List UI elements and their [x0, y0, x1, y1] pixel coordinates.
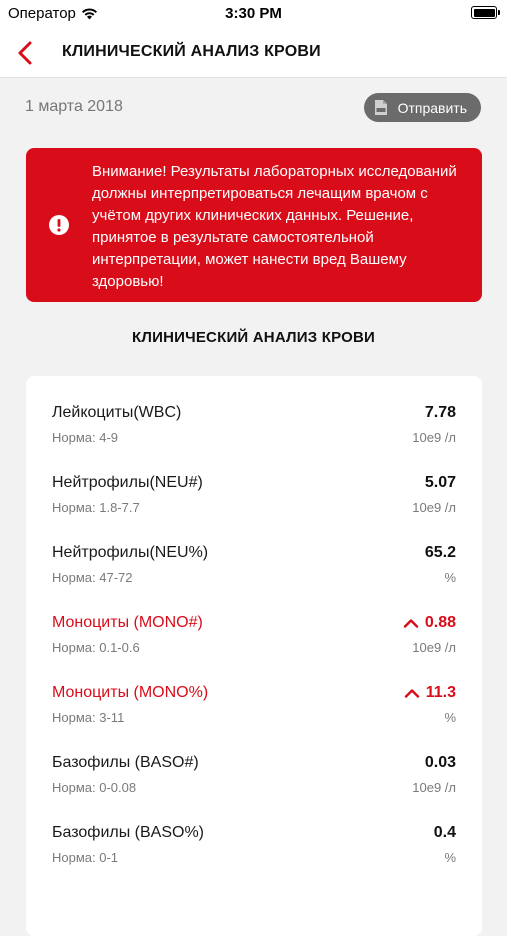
result-unit: 10е9 /л	[412, 780, 456, 795]
result-name: Базофилы (BASO#)	[52, 754, 199, 771]
result-value-text: 11.3	[425, 684, 456, 701]
status-time: 3:30 PM	[225, 5, 282, 22]
result-unit: %	[444, 710, 456, 725]
result-norm: Норма: 3-11	[52, 710, 125, 725]
chevron-up-icon	[403, 618, 419, 628]
result-name: Лейкоциты(WBC)	[52, 404, 182, 421]
result-value-text: 0.03	[424, 754, 456, 771]
result-unit: 10е9 /л	[412, 500, 456, 515]
result-name: Нейтрофилы(NEU%)	[52, 544, 209, 561]
navigation-bar	[0, 30, 507, 78]
result-name: Моноциты (MONO%)	[52, 684, 209, 701]
section-title: КЛИНИЧЕСКИЙ АНАЛИЗ КРОВИ	[132, 329, 375, 346]
result-norm: Норма: 0-1	[52, 850, 119, 865]
result-value-text: 0.88	[424, 614, 456, 631]
result-norm: Норма: 0.1-0.6	[52, 640, 140, 655]
result-name: Базофилы (BASO%)	[52, 824, 204, 841]
result-unit: %	[444, 570, 456, 585]
result-value	[425, 544, 456, 562]
result-value	[404, 684, 456, 702]
result-value	[403, 614, 456, 632]
result-unit: 10е9 /л	[412, 640, 456, 655]
result-value-text: 0.4	[433, 824, 456, 841]
result-norm: Норма: 1.8-7.7	[52, 500, 140, 515]
result-value	[425, 474, 456, 492]
result-row-wbc[interactable]	[26, 376, 482, 446]
send-button[interactable]	[364, 93, 481, 122]
chevron-left-icon	[12, 38, 42, 68]
result-row-mono-pct[interactable]	[26, 656, 482, 726]
analysis-date: 1 марта 2018	[25, 98, 123, 115]
chevron-up-icon	[404, 688, 420, 698]
result-norm: Норма: 0-0.08	[52, 780, 137, 795]
result-name: Нейтрофилы(NEU#)	[52, 474, 203, 491]
result-unit: %	[444, 850, 456, 865]
page-title: КЛИНИЧЕСКИЙ АНАЛИЗ КРОВИ	[62, 43, 321, 60]
exclamation-circle-icon	[48, 214, 70, 236]
result-norm: Норма: 47-72	[52, 570, 133, 585]
result-value	[425, 404, 456, 422]
result-value-text: 5.07	[424, 474, 456, 491]
back-button[interactable]	[12, 38, 42, 68]
result-row-baso-abs[interactable]	[26, 726, 482, 796]
result-name: Моноциты (MONO#)	[52, 614, 203, 631]
status-bar	[0, 0, 507, 30]
send-button-label: Отправить	[397, 99, 467, 116]
result-value-text: 7.78	[424, 404, 456, 421]
result-row-neu-pct[interactable]	[26, 516, 482, 586]
pdf-file-icon	[374, 99, 388, 116]
result-value-text: 65.2	[424, 544, 456, 561]
carrier-name: Оператор	[8, 5, 76, 22]
result-value	[434, 824, 456, 842]
warning-text: Внимание! Результаты лабораторных исследований должны интерпретироваться лечащим врачом с учётом других клинических данных. Решение, принятое в результате самостоятельной интерпретации, может нанести вред Вашему здоровью!	[92, 163, 457, 290]
warning-banner	[26, 148, 482, 302]
result-value	[425, 754, 456, 772]
results-card	[26, 376, 482, 936]
date-row	[0, 78, 507, 136]
battery-icon	[471, 6, 497, 19]
result-row-baso-pct[interactable]	[26, 796, 482, 866]
result-row-neu-abs[interactable]	[26, 446, 482, 516]
result-row-mono-abs[interactable]	[26, 586, 482, 656]
result-unit: 10е9 /л	[412, 430, 456, 445]
result-norm: Норма: 4-9	[52, 430, 119, 445]
